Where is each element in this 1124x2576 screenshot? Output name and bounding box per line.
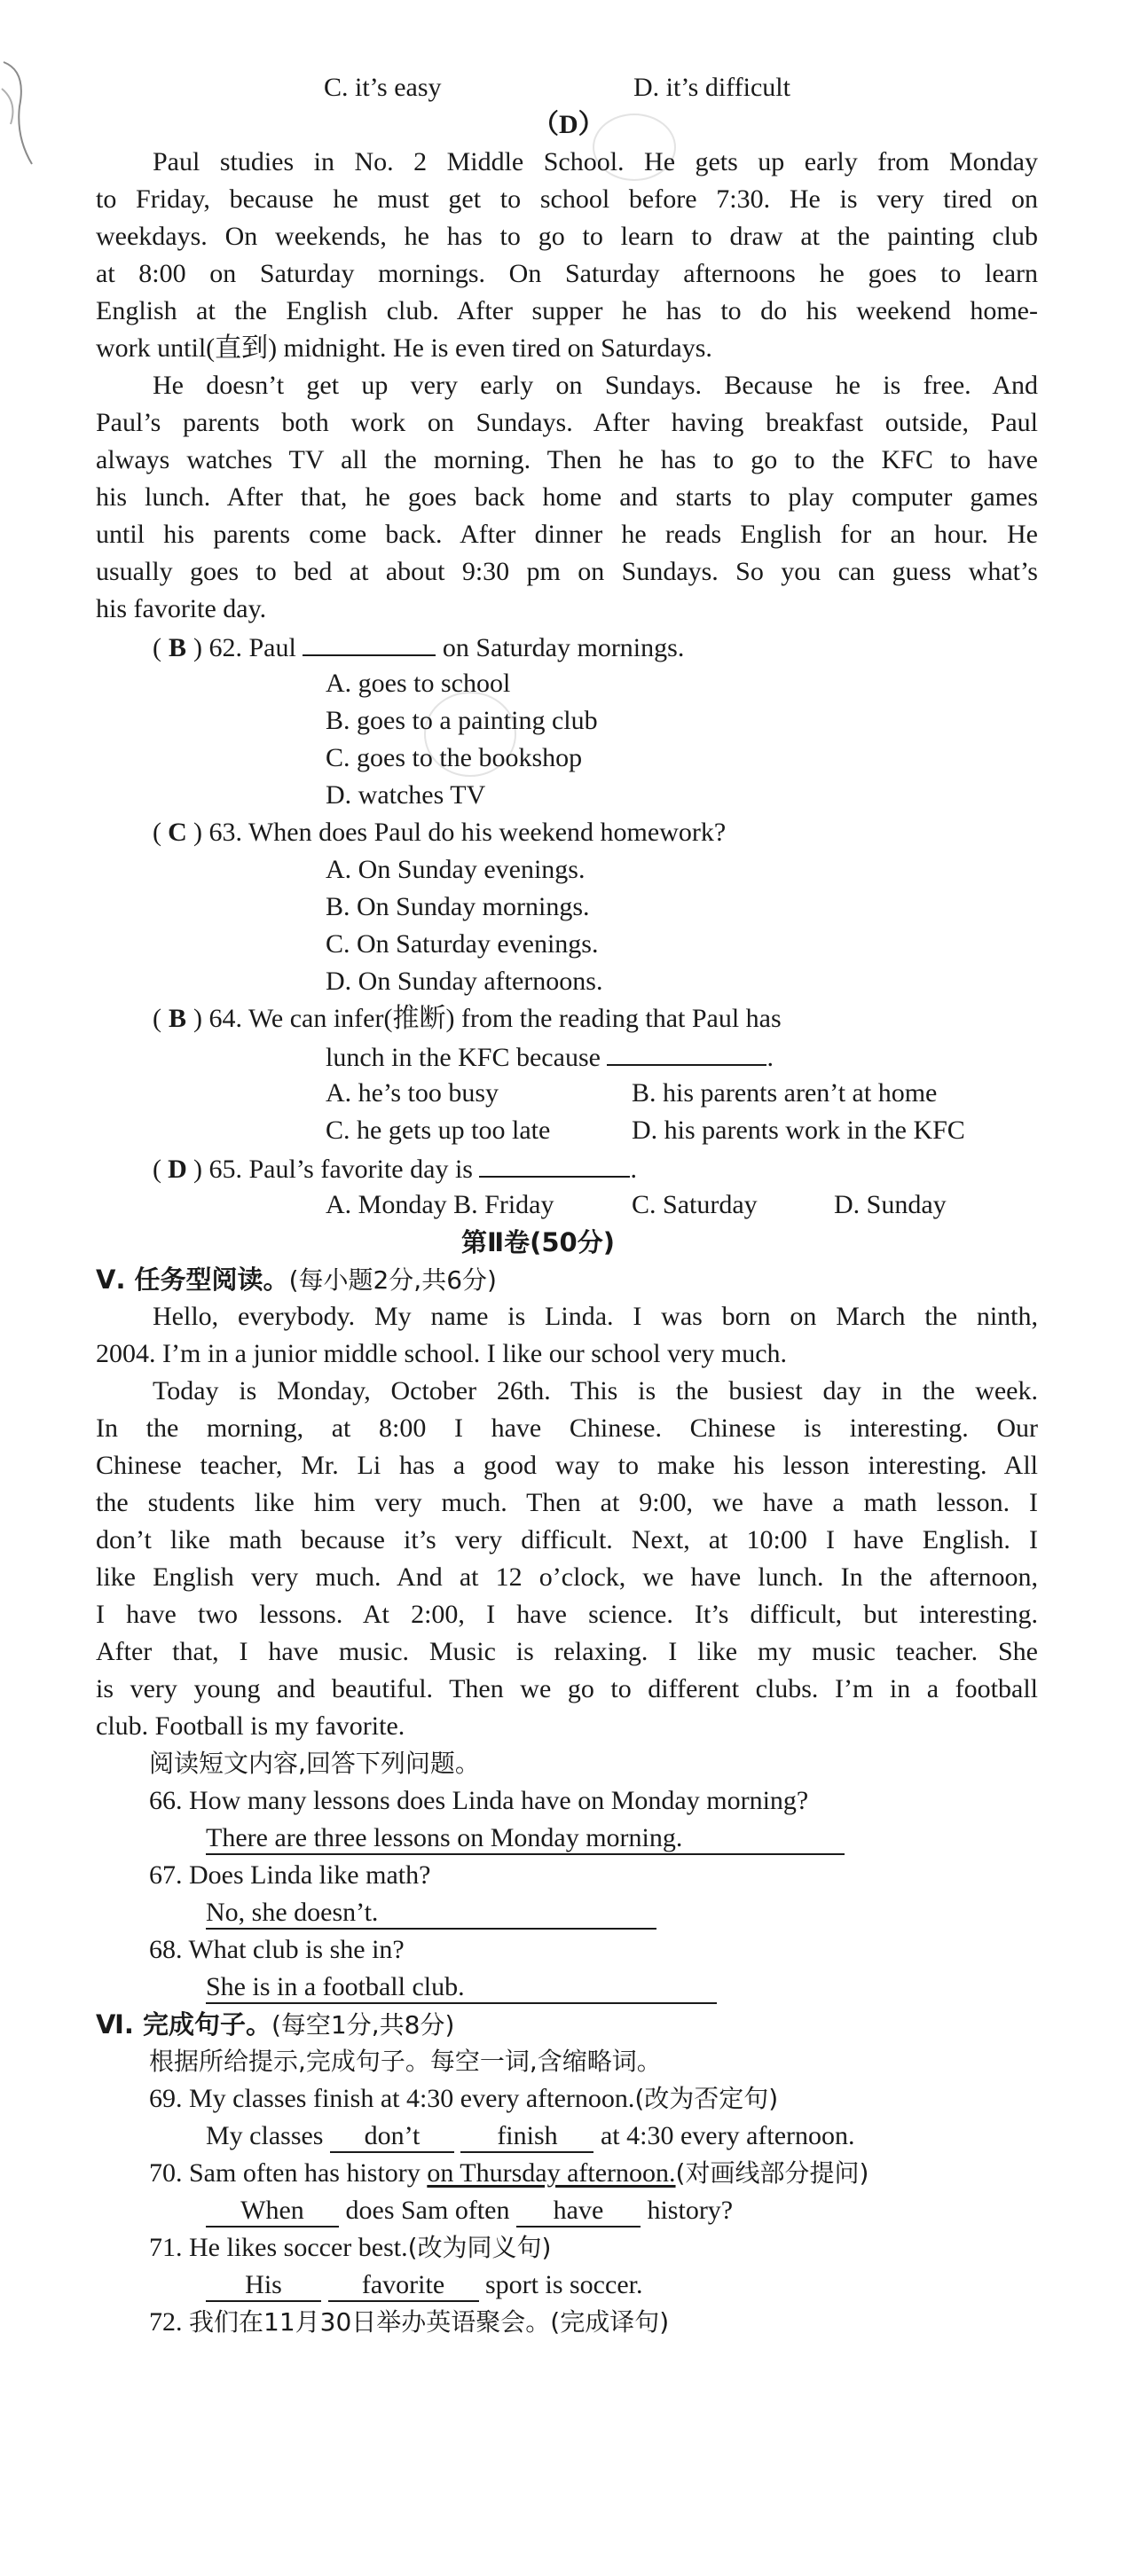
option: D. Sunday — [834, 1190, 947, 1219]
answer-text: There are three lessons on Monday morning. — [206, 1823, 845, 1855]
option: C. Saturday — [632, 1190, 758, 1219]
question-note: (对画线部分提问) — [675, 2158, 869, 2188]
passage-line: like English very much. And at 12 o’clock, we have lunch. In the afternoon, — [96, 1562, 1038, 1592]
answer-blank: favorite — [328, 2270, 479, 2302]
instruction: 根据所给提示,完成句子。每空一词,含缩略词。 — [149, 2047, 662, 2076]
passage-line: work until(直到) midnight. He is even tired on Saturdays. — [96, 333, 712, 363]
sentence-fragment: does Sam often — [345, 2196, 510, 2225]
question-69 — [149, 2080, 778, 2118]
answer-mark: B — [168, 1004, 186, 1033]
question-text: Does Linda like math? — [189, 1860, 431, 1890]
question-note: (改为同义句) — [407, 2233, 552, 2262]
answer-mark: D — [168, 1155, 187, 1184]
question-70 — [149, 2155, 869, 2192]
section-score: (每空1分,共8分) — [271, 2010, 455, 2040]
answer-line — [206, 1820, 845, 1857]
question-number: 66. — [149, 1786, 183, 1815]
option: D. his parents work in the KFC — [632, 1116, 965, 1145]
question-number: 69. — [149, 2084, 183, 2113]
answer-blank — [303, 628, 436, 656]
question-62: ( B ) 62. Paul on Saturday mornings. — [153, 628, 684, 665]
option: A. On Sunday evenings. — [326, 855, 586, 884]
passage-line: weekdays. On weekends, he has to go to learn to draw at the painting club — [96, 222, 1038, 251]
question-number: 70. — [149, 2158, 183, 2188]
question-stem: We can infer(推断) from the reading that Paul has — [248, 1004, 782, 1033]
passage-line: his lunch. After that, he goes back home and starts to play computer games — [96, 482, 1038, 512]
question-text: What club is she in? — [188, 1935, 405, 1964]
option: C. On Saturday evenings. — [326, 929, 599, 959]
question-stem: Paul’s favorite day is — [248, 1155, 473, 1184]
option-d: D. it’s difficult — [633, 73, 790, 102]
instruction: 阅读短文内容,回答下列问题。 — [149, 1749, 480, 1778]
question-number: 67. — [149, 1860, 183, 1890]
question-stem: When does Paul do his weekend homework? — [248, 818, 727, 847]
section-d-title: （D） — [532, 110, 605, 139]
passage-line: club. Football is my favorite. — [96, 1711, 405, 1741]
question-number: 68. — [149, 1935, 183, 1964]
question-text: He likes soccer best. — [189, 2233, 408, 2262]
option: B. his parents aren’t at home — [632, 1078, 938, 1108]
underlined-phrase: on Thursday afternoon. — [427, 2158, 676, 2188]
answer-line — [206, 2118, 855, 2155]
option: A. Monday B. Friday — [326, 1190, 554, 1219]
question-note: (改为否定句) — [634, 2084, 779, 2113]
passage-line: is very young and beautiful. Then we go to different clubs. I’m in a football — [96, 1674, 1038, 1703]
answer-blank: His — [206, 2270, 321, 2302]
answer-blank: don’t — [330, 2121, 454, 2153]
sentence-fragment: My classes — [206, 2121, 324, 2150]
sentence-fragment: sport is soccer. — [485, 2270, 643, 2299]
passage-line: 2004. I’m in a junior middle school. I like our school very much. — [96, 1339, 788, 1368]
option-c: C. it’s easy — [324, 73, 442, 102]
answer-text: She is in a football club. — [206, 1972, 717, 2004]
option: B. On Sunday mornings. — [326, 892, 590, 921]
section-vi-header — [96, 2006, 454, 2043]
answer-blank — [607, 1037, 766, 1066]
question-66 — [149, 1782, 808, 1820]
passage-line: In the morning, at 8:00 I have Chinese. Chinese is interesting. Our — [96, 1413, 1038, 1443]
passage-line: at 8:00 on Saturday mornings. On Saturday afternoons he goes to learn — [96, 259, 1038, 288]
option: C. goes to the bookshop — [326, 743, 583, 772]
section-heading: Ⅴ. 任务型阅读。 — [96, 1265, 289, 1295]
passage-line: don’t like math because it’s very difficult. Next, at 10:00 I have English. I — [96, 1525, 1038, 1554]
sentence-fragment: history? — [647, 2196, 734, 2225]
option: C. he gets up too late — [326, 1116, 551, 1145]
passage-line: Paul’s parents both work on Sundays. After having breakfast outside, Paul — [96, 408, 1038, 437]
answer-blank — [479, 1149, 630, 1178]
answer-line — [206, 1894, 656, 1931]
binding-edge-mark — [0, 53, 35, 168]
section-score: (每小题2分,共6分) — [288, 1265, 497, 1295]
passage-line: to Friday, because he must get to school before 7:30. He is very tired on — [96, 184, 1038, 214]
question-text: Sam often has history — [189, 2158, 421, 2188]
answer-line — [206, 2192, 733, 2229]
part-2-title: 第Ⅱ卷(50分) — [461, 1227, 615, 1257]
question-text: How many lessons does Linda have on Monday morning? — [189, 1786, 809, 1815]
answer-mark: C — [168, 818, 187, 847]
question-number: 72. — [149, 2307, 183, 2337]
passage-line: Hello, everybody. My name is Linda. I was born on March the ninth, — [153, 1302, 1038, 1331]
answer-blank: finish — [460, 2121, 593, 2153]
question-number: 71. — [149, 2233, 183, 2262]
question-number: 62. — [208, 633, 242, 662]
question-text: 我们在11月30日举办英语聚会。 — [189, 2307, 551, 2337]
passage-line: I have two lessons. At 2:00, I have science. It’s difficult, but interesting. — [96, 1600, 1038, 1629]
question-71 — [149, 2229, 551, 2267]
question-number: 63. — [208, 818, 242, 847]
passage-line: the students like him very much. Then at 9:00, we have a math lesson. I — [96, 1488, 1038, 1517]
passage-line: Chinese teacher, Mr. Li has a good way to make his lesson interesting. All — [96, 1451, 1038, 1480]
option: B. goes to a painting club — [326, 706, 598, 735]
question-stem: on Saturday mornings. — [442, 633, 685, 662]
question-68 — [149, 1931, 405, 1969]
passage-line: until his parents come back. After dinner he reads English for an hour. He — [96, 520, 1038, 549]
passage-line: Today is Monday, October 26th. This is the busiest day in the week. — [153, 1376, 1038, 1405]
question-67 — [149, 1857, 430, 1894]
passage-line: his favorite day. — [96, 594, 267, 623]
option: A. he’s too busy — [326, 1078, 499, 1108]
answer-line — [206, 2267, 642, 2304]
passage-line: He doesn’t get up very early on Sundays. Because he is free. And — [153, 371, 1038, 400]
question-number: 64. — [208, 1004, 242, 1033]
answer-text: No, she doesn’t. — [206, 1898, 656, 1930]
question-65: ( D ) 65. Paul’s favorite day is . — [153, 1149, 637, 1186]
passage-line: Paul studies in No. 2 Middle School. He gets up early from Monday — [153, 147, 1038, 176]
section-v-header — [96, 1261, 497, 1298]
passage-line: usually goes to bed at about 9:30 pm on Sundays. So you can guess what’s — [96, 557, 1038, 586]
option: D. On Sunday afternoons. — [326, 967, 603, 996]
question-63: ( C ) 63. When does Paul do his weekend homework? — [153, 814, 726, 851]
passage-line: English at the English club. After supper he has to do his weekend home- — [96, 296, 1038, 325]
answer-blank: When — [206, 2196, 339, 2228]
option: D. watches TV — [326, 780, 486, 810]
question-note: (完成译句) — [550, 2307, 670, 2337]
passage-line: After that, I have music. Music is relaxing. I like my music teacher. She — [96, 1637, 1038, 1666]
answer-line — [206, 1969, 717, 2006]
answer-blank: have — [516, 2196, 641, 2228]
question-64-line2: lunch in the KFC because . — [326, 1037, 774, 1075]
question-text: My classes finish at 4:30 every afternoon. — [189, 2084, 635, 2113]
answer-mark: B — [168, 633, 186, 662]
section-heading: Ⅵ. 完成句子。 — [96, 2009, 271, 2040]
question-number: 65. — [208, 1155, 242, 1184]
sentence-fragment: at 4:30 every afternoon. — [600, 2121, 855, 2150]
passage-line: always watches TV all the morning. Then he has to go to the KFC to have — [96, 445, 1038, 474]
question-64: ( B ) 64. We can infer(推断) from the reading that Paul has — [153, 1000, 782, 1037]
question-stem: lunch in the KFC because — [326, 1043, 601, 1072]
question-stem: Paul — [248, 633, 296, 662]
question-72 — [149, 2304, 669, 2341]
option: A. goes to school — [326, 669, 511, 698]
